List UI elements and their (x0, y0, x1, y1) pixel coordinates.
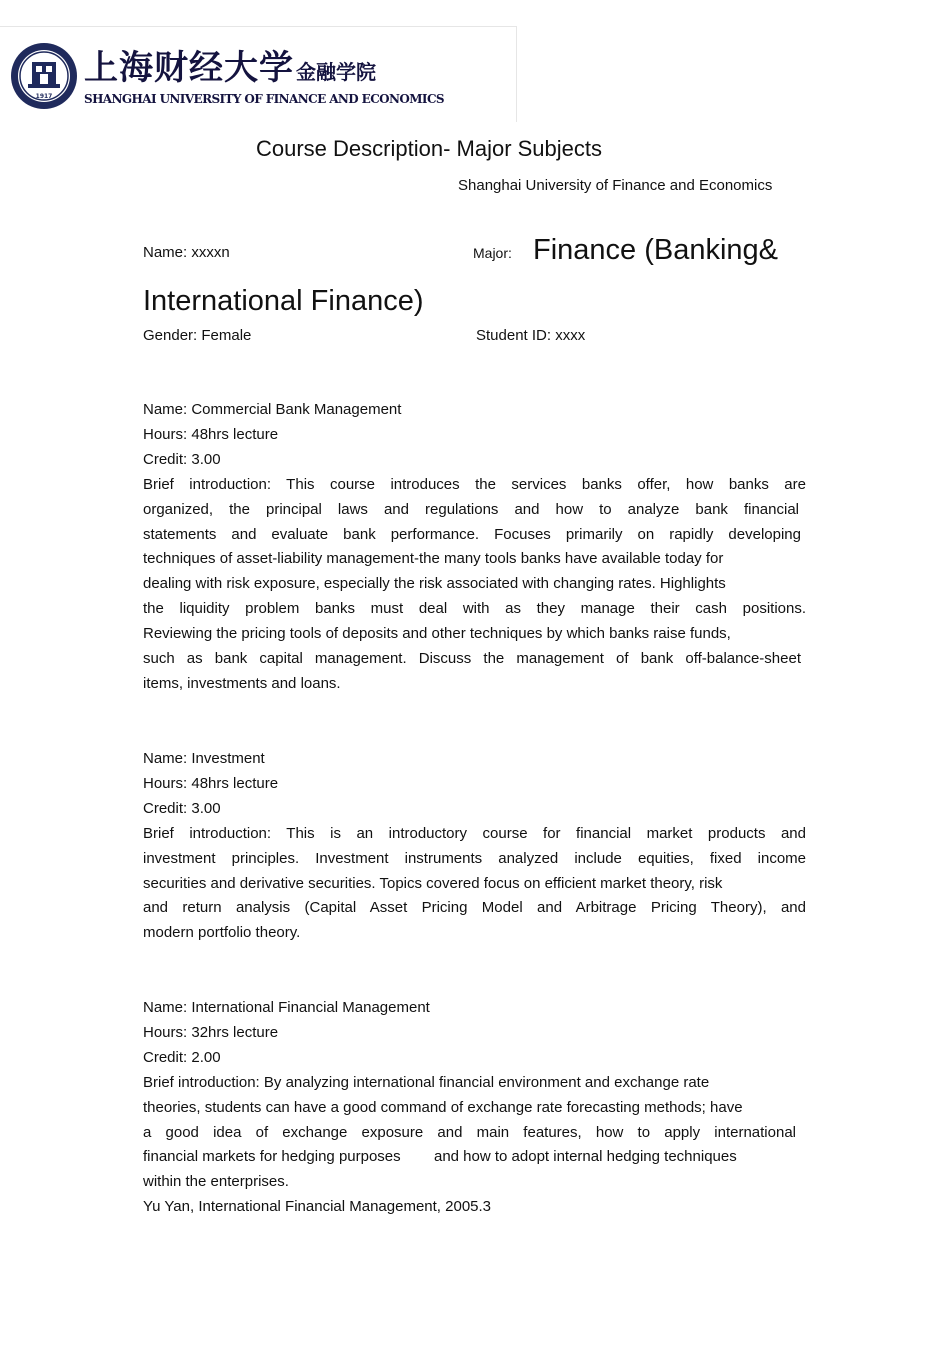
intro-line: theories, students can have a good command of exchange rate forecasting methods; have (143, 1098, 743, 1116)
university-seal-icon (10, 42, 78, 110)
intro-line: and return analysis (Capital Asset Pricing Model and Arbitrage Pricing Theory), and (143, 899, 806, 917)
page-subtitle: Shanghai University of Finance and Economics (458, 177, 773, 194)
intro-line: securities and derivative securities. Topics covered focus on efficient market theory, risk (143, 874, 723, 892)
intro-line: dealing with risk exposure, especially the risk associated with changing rates. Highlights (143, 575, 726, 593)
page-title: Course Description- Major Subjects (256, 136, 603, 161)
intro-line: Brief introduction: By analyzing international financial environment and exchange rate (143, 1073, 710, 1091)
intro-line: such as bank capital management. Discuss the management of bank off-balance-sheet (143, 650, 801, 668)
intro-line: Reviewing the pricing tools of deposits and other techniques by which banks raise funds, (143, 625, 731, 643)
course-reference: Yu Yan, International Financial Management, 2005.3 (143, 1198, 492, 1216)
student-id: Student ID: xxxx (476, 327, 586, 344)
intro-line: items, investments and loans. (143, 674, 341, 692)
logo-english-name: SHANGHAI UNIVERSITY OF FINANCE AND ECONOMICS (84, 92, 444, 106)
intro-line: Brief introduction: This is an introductory course for financial market products and (143, 824, 806, 842)
intro-line: Brief introduction: This course introduces the services banks offer, how banks are (143, 475, 806, 493)
student-name: Name: xxxxn (143, 244, 230, 261)
course-name: Name: Commercial Bank Management (143, 401, 402, 418)
logo-chinese-university: 上海财经大学 (84, 48, 294, 88)
course-credit: Credit: 3.00 (143, 799, 221, 817)
major-label: Major: (473, 245, 512, 261)
student-gender: Gender: Female (143, 327, 252, 344)
intro-line: financial markets for hedging purposes and how to adopt internal hedging techniques (143, 1148, 737, 1166)
course-block (143, 747, 806, 946)
course-credit: Credit: 2.00 (143, 1048, 221, 1066)
course-credit: Credit: 3.00 (143, 450, 221, 468)
course-block (143, 398, 806, 697)
logo-chinese-school: 金融学院 (296, 60, 376, 84)
intro-line: organized, the principal laws and regulations and how to analyze bank financial (143, 500, 799, 518)
intro-line: a good idea of exchange exposure and main features, how to apply international (143, 1123, 796, 1141)
course-name: Name: International Financial Management (143, 999, 430, 1016)
course-hours: Hours: 48hrs lecture (143, 774, 279, 792)
major-value-line2: International Finance) (143, 285, 424, 317)
intro-line: within the enterprises. (143, 1173, 289, 1191)
intro-line: modern portfolio theory. (143, 924, 301, 942)
intro-line: investment principles. Investment instruments analyzed include equities, fixed income (143, 849, 806, 867)
course-hours: Hours: 48hrs lecture (143, 425, 279, 443)
intro-line: statements and evaluate bank performance. Focuses primarily on rapidly developing (143, 525, 801, 543)
intro-line: techniques of asset-liability management-the many tools banks have available today for (143, 550, 724, 568)
seal-year: 1917 (35, 93, 53, 100)
course-name: Name: Investment (143, 750, 265, 767)
logo-chinese-name (84, 40, 376, 89)
intro-line: the liquidity problem banks must deal with as they manage their cash positions. (143, 600, 806, 618)
course-block (143, 996, 806, 1220)
course-hours: Hours: 32hrs lecture (143, 1023, 279, 1041)
major-value-line1: Finance (Banking& (533, 234, 779, 266)
